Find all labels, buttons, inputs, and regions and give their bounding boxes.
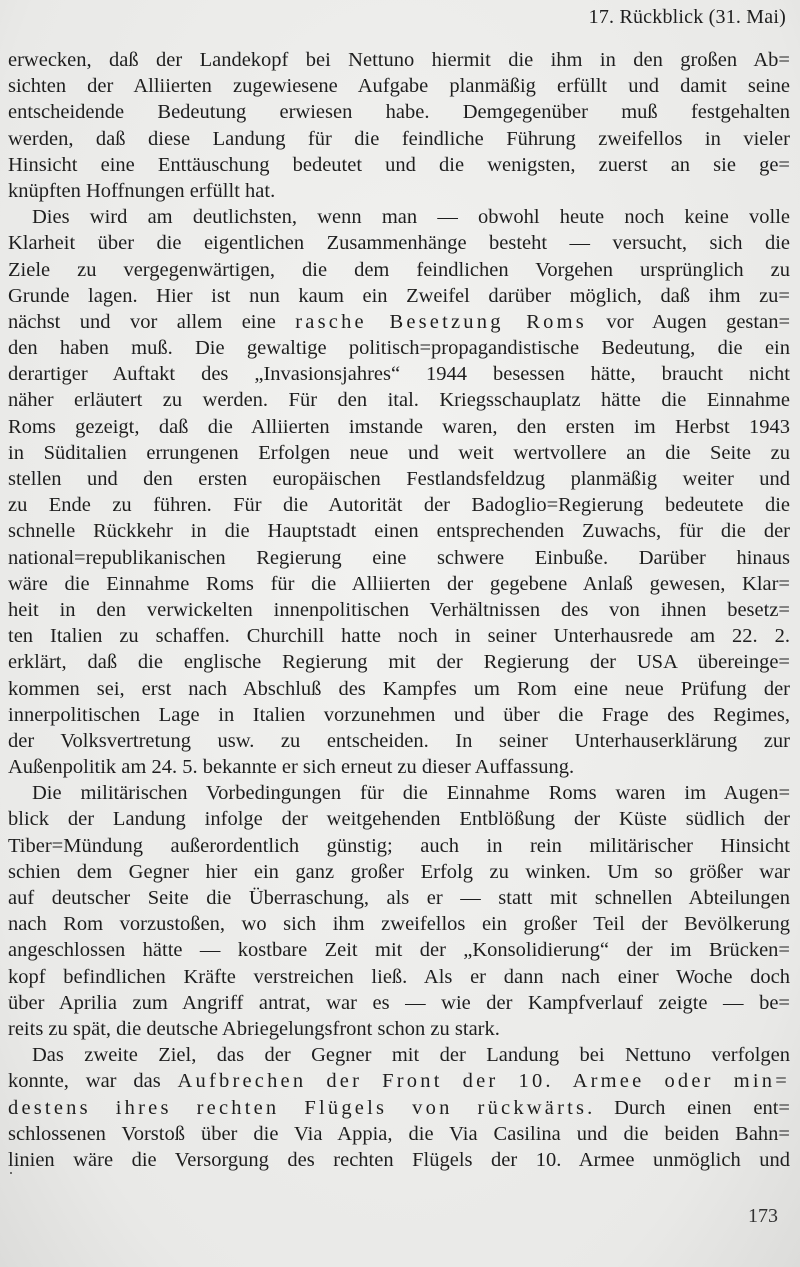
text-line [8,545,790,571]
text-segment: sichten der Alliierten zugewiesene Aufgabe planmäßig erfüllt und damit seine [8,75,790,98]
text-segment: in Süditalien errungenen Erfolgen neue und weit wertvollere an die Seite zu [8,441,790,464]
text-segment: Klarheit über die eigentlichen Zusammenhänge besteht — versucht, sich die [8,232,790,255]
text-segment: schlossenen Vorstoß über die Via Appia, die Via Casilina und die beiden Bahn= [8,1122,790,1145]
text-segment: vor Augen gestan= [586,310,790,333]
text-line [8,335,790,361]
text-line [8,1042,790,1068]
page-body [8,47,790,1173]
text-line [8,126,790,152]
text-segment: zu Ende zu führen. Für die Autorität der Badoglio=Regierung bedeutete die [8,494,790,517]
text-line [8,466,790,492]
text-line [8,885,790,911]
text-segment: auf deutscher Seite die Überraschung, als er — statt mit schnellen Abteilungen [8,887,790,909]
text-line [8,518,790,544]
text-segment: wäre die Einnahme Roms für die Alliierten der gegebene Anlaß gewesen, Klar= [8,572,790,595]
text-segment: schien dem Gegner hier ein ganz großer Erfolg zu winken. Um so größer war [8,860,790,883]
text-segment: Roms gezeigt, daß die Alliierten imstande waren, den ersten im Herbst 1943 [8,415,790,438]
text-line [8,99,790,125]
text-segment: werden, daß diese Landung für die feindliche Führung zweifellos in vieler [8,127,790,150]
text-line [8,309,790,335]
text-line [8,833,790,859]
text-segment: Tiber=Mündung außerordentlich günstig; auch in rein militärischer Hinsicht [8,834,790,857]
text-segment: den haben muß. Die gewaltige politisch=propagandistische Bedeutung, die ein [8,337,790,360]
text-line [8,597,790,623]
text-segment: schnelle Rückkehr in die Hauptstadt einen entsprechenden Zuwachs, für die der [8,520,790,543]
text-line [8,152,790,178]
text-segment: Außenpolitik am 24. 5. bekannte er sich erneut zu dieser Auffassung. [8,756,575,779]
text-line [8,230,790,256]
page-number: 173 [748,1205,778,1227]
text-line [8,728,790,754]
emphasized-text: rasche Besetzung Roms [295,310,587,333]
text-segment: nächst und vor allem eine [8,310,296,333]
text-segment: linien wäre die Versorgung des rechten Flügels der 10. Armee unmöglich und [8,1148,790,1171]
emphasized-text: Aufbrechen der Front der 10. Armee oder min= [177,1070,790,1093]
text-line [8,283,790,309]
text-segment: über Aprilia zum Angriff antrat, war es — wie der Kampfverlauf zeigte — be= [8,991,790,1014]
text-segment: Hinsicht eine Enttäuschung bedeutet und die wenigsten, zuerst an sie ge= [8,153,790,176]
text-segment: reits zu spät, die deutsche Abriegelungsfront schon zu stark. [8,1017,500,1040]
text-line [8,990,790,1016]
text-line [8,414,790,440]
text-line [8,780,790,806]
text-segment: angeschlossen hätte — kostbare Zeit mit der „Konsolidierung“ der im Brücken= [8,939,790,962]
text-segment: knüpften Hoffnungen erfüllt hat. [8,179,276,202]
text-segment: nach Rom vorzustoßen, wo sich ihm zweifellos ein großer Teil der Bevölkerung [8,913,790,936]
text-line [8,1068,790,1094]
text-segment: kommen sei, erst nach Abschluß des Kampfes um Rom eine neue Prüfung der [8,677,790,700]
text-segment: Grunde lagen. Hier ist nun kaum ein Zweifel darüber möglich, daß ihm zu= [8,284,790,307]
text-line [8,702,790,728]
text-line [8,649,790,675]
text-line [8,859,790,885]
running-header: 17. Rückblick (31. Mai) [588,6,786,28]
text-segment: entscheidende Bedeutung erwiesen habe. Demgegenüber muß festgehalten [8,101,790,124]
text-segment: Ziele zu vergegenwärtigen, die dem feindlichen Vorgehen ursprünglich zu [8,258,790,281]
text-segment: blick der Landung infolge der weitgehenden Entblößung der Küste südlich der [8,808,790,831]
text-line [8,806,790,832]
text-line [8,73,790,99]
text-line [8,257,790,283]
text-segment: ten Italien zu schaffen. Churchill hatte noch in seiner Unterhausrede am 22. 2. [8,625,790,648]
text-line [8,204,790,230]
text-segment: Das zweite Ziel, das der Gegner mit der Landung bei Nettuno verfolgen [32,1044,790,1067]
text-segment: näher erläutert zu werden. Für den ital. Kriegsschauplatz hätte die Einnahme [8,389,790,412]
text-segment: Dies wird am deutlichsten, wenn man — obwohl heute noch keine volle [32,206,790,229]
text-segment: derartiger Auftakt des „Invasionsjahres“ 1944 besessen hätte, braucht nicht [8,363,790,386]
text-line [8,1121,790,1147]
text-line [8,440,790,466]
text-segment: erklärt, daß die englische Regierung mit der Regierung der USA übereinge= [8,651,790,674]
text-line [8,1016,790,1042]
text-segment: Die militärischen Vorbedingungen für die Einnahme Roms waren im Augen= [32,782,790,805]
text-segment: kopf befindlichen Kräfte verstreichen ließ. Als er dann nach einer Woche doch [8,965,790,988]
text-segment: national=republikanischen Regierung eine schwere Einbuße. Darüber hinaus [8,546,790,569]
text-line [8,676,790,702]
text-line [8,964,790,990]
text-line [8,1095,790,1121]
text-segment: konnte, war das [8,1070,178,1093]
text-line [8,911,790,937]
emphasized-text: destens ihres rechten Flügels von rückwärts [8,1096,588,1119]
text-segment: der Volksvertretung usw. zu entscheiden. In seiner Unterhauserklärung zur [8,729,790,752]
text-segment: innerpolitischen Lage in Italien vorzunehmen und über die Frage des Regimes, [8,703,790,726]
text-line [8,1147,790,1173]
text-line [8,47,790,73]
text-segment: . Durch einen ent= [587,1096,790,1119]
text-line [8,492,790,518]
text-line [8,178,790,204]
text-line [8,387,790,413]
margin-speck [10,1172,12,1174]
text-segment: stellen und den ersten europäischen Festlandsfeldzug planmäßig weiter und [8,468,790,490]
text-segment: erwecken, daß der Landekopf bei Nettuno hiermit die ihm in den großen Ab= [8,49,790,71]
text-line [8,754,790,780]
text-segment: heit in den verwickelten innenpolitischen Verhältnissen des von ihnen besetz= [8,598,790,621]
text-line [8,937,790,963]
text-line [8,361,790,387]
text-line [8,571,790,597]
text-line [8,623,790,649]
